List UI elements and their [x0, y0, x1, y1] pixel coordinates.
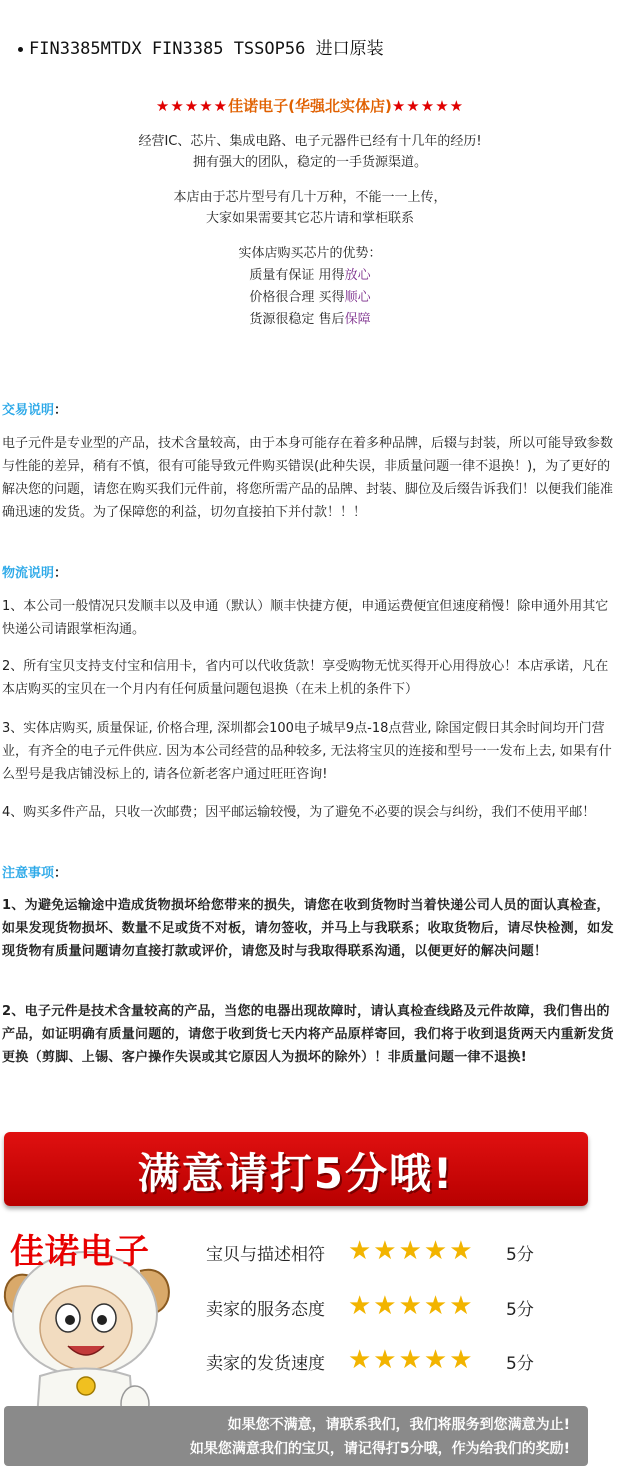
- rating-stars-icon: ★★★★★: [348, 1236, 475, 1266]
- rating-stars-icon: ★★★★★: [348, 1291, 475, 1321]
- notes-title: 注意事项：: [2, 866, 68, 881]
- logistics-p3: 3、实体店购买, 质量保证, 价格合理, 深圳都会100电子城早9点-18点营业, 除国定假日其余时间均开门营业，有齐全的电子元件供应. 因为本公司经营的品种较多, 无法将宝贝的连接和型号一一发布上去, 如果有什么型号是我店铺没标上的, 请各位新老客户通过旺旺咨询!: [2, 721, 612, 782]
- bullet-icon: [18, 47, 23, 52]
- stars-right: ★★★★★: [391, 97, 465, 115]
- brand-overlay: 佳诺电子: [10, 1232, 150, 1272]
- intro-line-1: 经营IC、芯片、集成电路、电子元器件已经有十几年的经历!: [138, 134, 482, 149]
- rating-score: 5分: [506, 1300, 534, 1320]
- stars-left: ★★★★★: [155, 97, 229, 115]
- advantage-item: 质量有保证 用得放心: [249, 268, 371, 283]
- intro-block-1: [0, 131, 620, 173]
- rating-score: 5分: [506, 1354, 534, 1374]
- notes-p2: 2、电子元件是技术含量较高的产品，当您的电器出现故障时，请认真检查线路及元件故障，我们售出的产品，如证明确有质量问题的，请您于收到货七天内将产品原样寄回，我们将于收到退货两天内重新发货更换（剪脚、上锡、客户操作失误或其它原因人为损坏的除外）！非质量问题一律不退换!: [2, 1004, 614, 1065]
- product-title-text: FIN3385MTDX FIN3385 TSSOP56 进口原装: [29, 39, 384, 59]
- notes-p1: 1、为避免运输途中造成货物损坏给您带来的损失，请您在收到货物时当着快递公司人员的面认真检查，如果发现货物损坏、数量不足或货不对板，请勿签收，并马上与我联系；收取货物后，请尽快检测，如发现货物有质量问题请勿直接打款或评价，请您及时与我取得联系沟通，以便更好的解决问题！: [2, 898, 614, 959]
- logistics-p4: 4、购买多件产品，只收一次邮费；因平邮运输较慢，为了避免不必要的误会与纠纷，我们不使用平邮！: [2, 805, 596, 820]
- rating-row: [206, 1346, 556, 1376]
- rating-row: [206, 1292, 556, 1322]
- advantage-item: 价格很合理 买得顺心: [249, 290, 371, 305]
- rating-banner: [4, 1132, 588, 1206]
- rating-label: 卖家的发货速度: [206, 1354, 325, 1374]
- intro-line-3: 本店由于芯片型号有几十万种，不能一一上传，: [173, 190, 447, 205]
- shop-name: 佳诺电子(华强北实体店): [228, 97, 392, 115]
- advantages-heading: 实体店购买芯片的优势：: [238, 246, 382, 261]
- shop-header: [0, 95, 620, 116]
- logistics-p1: 1、本公司一般情况只发顺丰以及申通（默认）顺丰快捷方便，申通运费便宜但速度稍慢！除申通外用其它快递公司请跟掌柜沟通。: [2, 599, 609, 637]
- intro-line-4: 大家如果需要其它芯片请和掌柜联系: [205, 211, 414, 226]
- advantages-block: [0, 243, 620, 331]
- rating-stars-icon: ★★★★★: [348, 1345, 475, 1375]
- intro-line-2: 拥有强大的团队，稳定的一手货源渠道。: [192, 155, 427, 170]
- logistics-title: 物流说明：: [2, 566, 68, 581]
- rating-label: 卖家的服务态度: [206, 1300, 325, 1320]
- advantage-item: 货源很稳定 售后保障: [249, 312, 371, 327]
- intro-block-2: [0, 187, 620, 229]
- bottom-line-1: 如果您不满意，请联系我们，我们将服务到您满意为止!: [227, 1417, 570, 1433]
- bottom-line-2: 如果您满意我们的宝贝，请记得打5分哦，作为给我们的奖励!: [189, 1441, 570, 1457]
- banner-text: 满意请打5分哦!: [137, 1149, 455, 1198]
- rating-label: 宝贝与描述相符: [206, 1245, 325, 1265]
- product-title: [18, 34, 384, 59]
- logistics-p2: 2、所有宝贝支持支付宝和信用卡，省内可以代收货款！享受购物无忧买得开心用得放心！本店承诺，凡在本店购买的宝贝在一个月内有任何质量问题包退换（在未上机的条件下）: [2, 659, 609, 697]
- trade-title: 交易说明：: [2, 403, 68, 418]
- trade-text: 电子元件是专业型的产品，技术含量较高，由于本身可能存在着多种品牌，后辍与封装，所以可能导致参数与性能的差异，稍有不慎，很有可能导致元件购买错误(此种失误，非质量问题一律不退换！)，为了更好的解决您的问题，请您在购买我们元件前，将您所需产品的品牌、封装、脚位及后缀告诉我们！以便我们能准确迅速的发货。为了保障您的利益，切勿直接拍下并付款！！！: [2, 436, 614, 520]
- rating-row: [206, 1237, 556, 1267]
- bottom-message-bar: [4, 1406, 588, 1466]
- rating-score: 5分: [506, 1245, 534, 1265]
